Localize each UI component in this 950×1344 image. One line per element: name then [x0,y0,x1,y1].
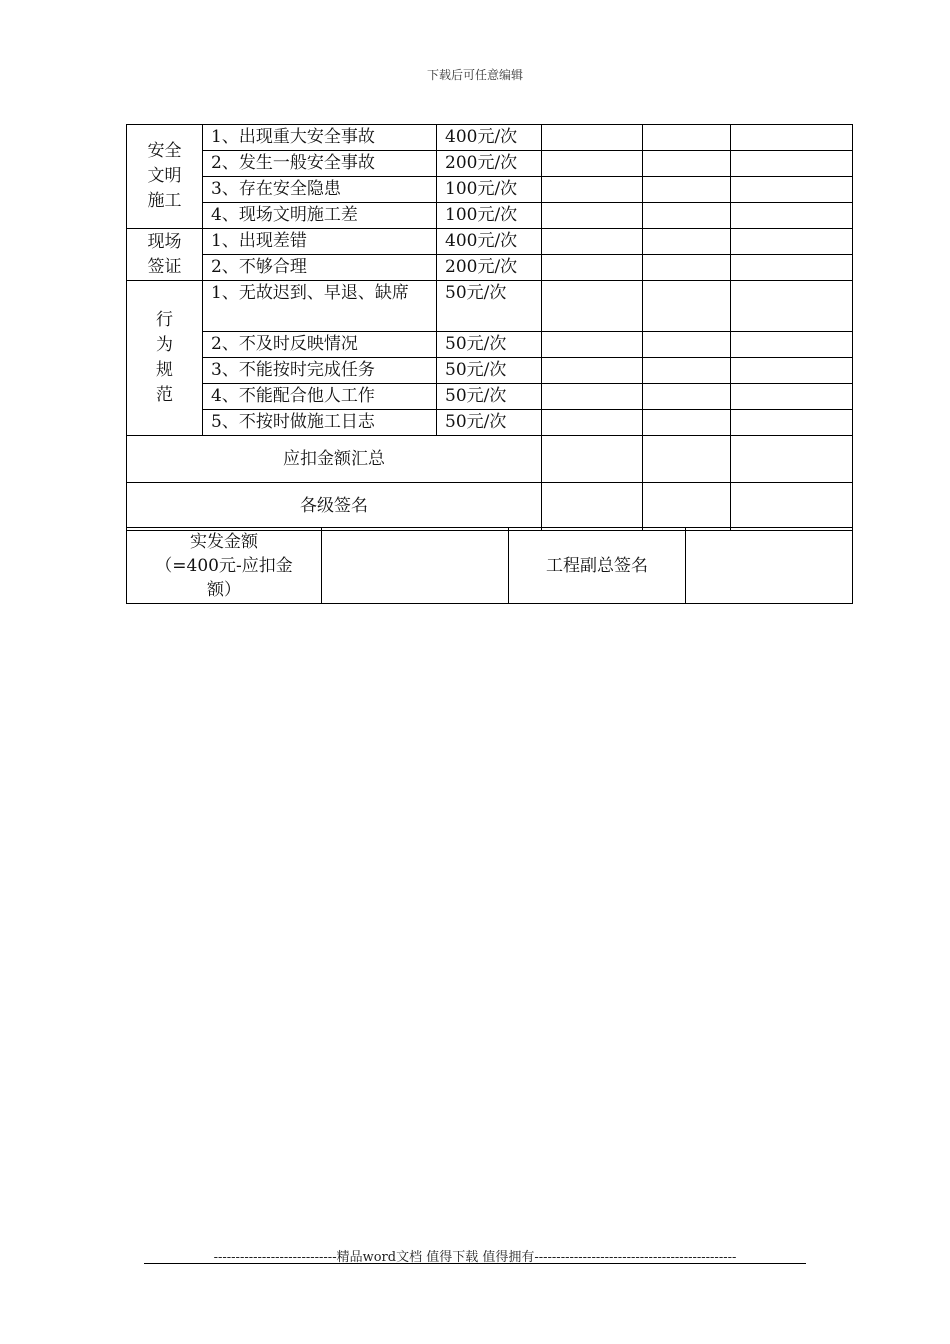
deduction-table [126,124,853,531]
signatures-label: 各级签名 [127,483,542,531]
item-price: 50元/次 [437,410,542,436]
blank-cell[interactable] [643,255,731,281]
category-line: 安全 [147,141,182,161]
table-row-payout [127,528,853,604]
table-row [127,177,853,203]
blank-cell[interactable] [542,177,643,203]
payout-table [126,527,853,604]
item-text: 2、不够合理 [203,255,437,281]
blank-cell[interactable] [731,483,853,531]
blank-cell[interactable] [643,203,731,229]
category-line: 施工 [147,191,182,211]
actual-amount-line: 实发金额 [190,531,258,552]
vp-signature-value[interactable] [686,528,853,604]
blank-cell[interactable] [542,436,643,483]
page-footer: ----------------------------精品word文档 值得下载 值得拥有---------------------------------------------- [213,1250,737,1265]
item-price: 200元/次 [437,151,542,177]
item-text: 2、发生一般安全事故 [203,151,437,177]
category-line: 现场 [147,231,182,252]
actual-amount-value[interactable] [322,528,509,604]
item-price: 200元/次 [437,255,542,281]
page-header: 下载后可任意编辑 [426,68,523,82]
item-text: 2、不及时反映情况 [203,332,437,358]
item-price: 100元/次 [437,177,542,203]
blank-cell[interactable] [542,125,643,151]
category-behavior [127,281,203,436]
blank-cell[interactable] [731,436,853,483]
blank-cell[interactable] [731,384,853,410]
category-line: 签证 [147,256,182,277]
blank-cell[interactable] [643,229,731,255]
category-safety [127,125,203,229]
blank-cell[interactable] [731,151,853,177]
blank-cell[interactable] [542,483,643,531]
item-price: 50元/次 [437,358,542,384]
actual-amount-label [127,528,322,604]
blank-cell[interactable] [731,410,853,436]
item-text: 1、出现重大安全事故 [203,125,437,151]
table-row [127,125,853,151]
vp-signature-label: 工程副总签名 [509,528,686,604]
item-text: 4、不能配合他人工作 [203,384,437,410]
blank-cell[interactable] [542,151,643,177]
item-text: 3、不能按时完成任务 [203,358,437,384]
blank-cell[interactable] [731,255,853,281]
blank-cell[interactable] [643,410,731,436]
actual-amount-line: （=400元-应扣金 [155,555,293,576]
table-row [127,332,853,358]
blank-cell[interactable] [542,255,643,281]
blank-cell[interactable] [643,151,731,177]
blank-cell[interactable] [643,281,731,332]
blank-cell[interactable] [643,436,731,483]
category-line: 行 [156,310,173,330]
blank-cell[interactable] [731,229,853,255]
item-text: 1、出现差错 [203,229,437,255]
blank-cell[interactable] [731,125,853,151]
item-price: 50元/次 [437,332,542,358]
item-price: 400元/次 [437,229,542,255]
actual-amount-line: 额） [207,579,241,600]
table-row [127,384,853,410]
blank-cell[interactable] [643,332,731,358]
category-line: 范 [156,385,173,405]
item-text: 4、现场文明施工差 [203,203,437,229]
table-row [127,203,853,229]
item-text: 3、存在安全隐患 [203,177,437,203]
blank-cell[interactable] [731,358,853,384]
blank-cell[interactable] [731,203,853,229]
blank-cell[interactable] [542,203,643,229]
item-text: 1、无故迟到、早退、缺席 [203,281,437,332]
blank-cell[interactable] [731,177,853,203]
blank-cell[interactable] [542,229,643,255]
table-row [127,410,853,436]
blank-cell[interactable] [643,177,731,203]
item-text: 5、不按时做施工日志 [203,410,437,436]
blank-cell[interactable] [731,281,853,332]
blank-cell[interactable] [542,384,643,410]
table-row [127,281,853,332]
item-price: 50元/次 [437,384,542,410]
table-row [127,255,853,281]
blank-cell[interactable] [643,483,731,531]
table-row [127,358,853,384]
blank-cell[interactable] [731,332,853,358]
blank-cell[interactable] [542,332,643,358]
table-row-summary [127,436,853,483]
category-line: 规 [156,360,173,380]
blank-cell[interactable] [643,358,731,384]
blank-cell[interactable] [542,358,643,384]
category-visa [127,229,203,281]
blank-cell[interactable] [542,281,643,332]
deduction-total-label: 应扣金额汇总 [127,436,542,483]
blank-cell[interactable] [542,410,643,436]
item-price: 50元/次 [437,281,542,332]
table-row [127,229,853,255]
blank-cell[interactable] [643,125,731,151]
blank-cell[interactable] [643,384,731,410]
footer-rule [144,1263,806,1264]
category-line: 为 [156,335,173,355]
item-price: 400元/次 [437,125,542,151]
table-row-signatures [127,483,853,531]
table-row [127,151,853,177]
item-price: 100元/次 [437,203,542,229]
category-line: 文明 [147,166,182,186]
